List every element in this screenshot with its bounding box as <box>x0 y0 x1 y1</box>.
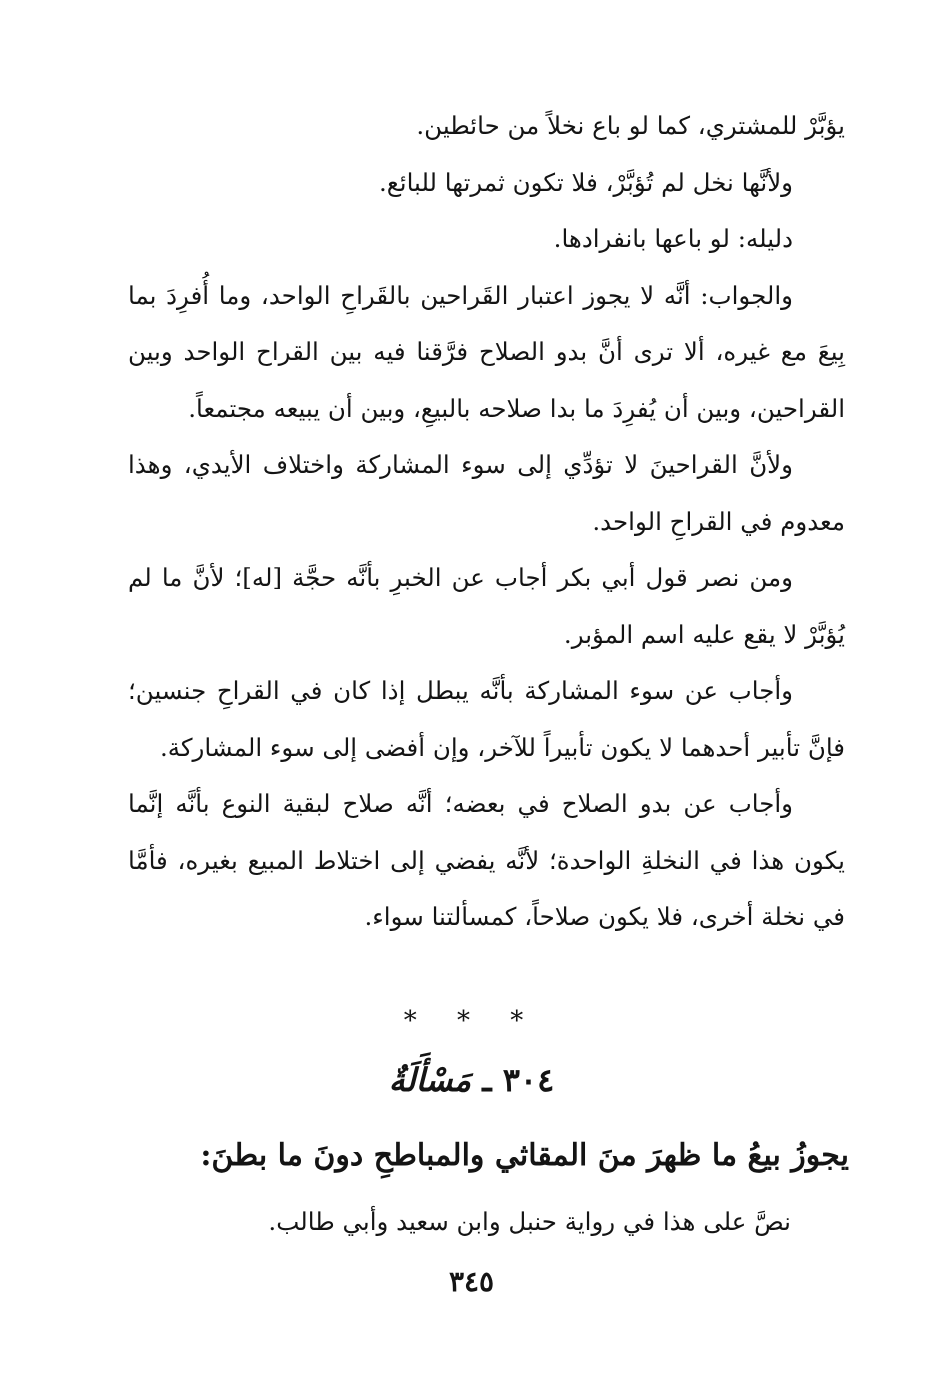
paragraph: وأجاب عن سوء المشاركة بأنَّه يبطل إذا كان في القراحِ جنسين؛ فإنَّ تأبير أحدهما لا يكون تأبيراً للآخر، وإن أفضى إلى سوء المشاركة. <box>128 676 845 762</box>
paragraph: ولأنَّها نخل لم تُؤبَّرْ، فلا تكون ثمرتها للبائع. <box>378 167 793 197</box>
issue-number: ٣٠٤ <box>502 1061 555 1099</box>
paragraph: والجواب: أنَّه لا يجوز اعتبار القَراحين بالقَراحِ الواحد، وما أُفرِدَ بما بِيعَ مع غيره، ألا ترى أنَّ بدو الصلاح فرَّقنا فيه بين القراح الواحد وبين القراحين، وبين أن يُفرِدَ ما بدا صلاحه بالبيعِ، وبين أن يبيعه مجتمعاً. <box>128 280 845 423</box>
paragraph-continuation: يؤبَّرْ للمشتري، كما لو باع نخلاً من حائطين. <box>416 111 845 140</box>
paragraph: دليله: لو باعها بانفرادها. <box>553 224 793 253</box>
page-number: ٣٤٥ <box>448 1265 495 1298</box>
body-text <box>128 98 845 946</box>
issue-heading <box>0 1052 943 1108</box>
paragraph: وأجاب عن بدو الصلاح في بعضه؛ أنَّه صلاح لبقية النوع بأنَّه إنَّما يكون هذا في النخلةِ الواحدة؛ لأنَّه يفضي إلى اختلاط المبيع بغيره، فأمَّا في نخلة أخرى، فلا يكون صلاحاً، كمسألتنا سواء. <box>128 789 845 931</box>
issue-label: مَسْأَلَةٌ <box>388 1061 472 1099</box>
paragraph: ولأنَّ القراحينَ لا تؤدِّي إلى سوء المشاركة واختلاف الأيدي، وهذا معدوم في القراحِ الواحد. <box>128 450 845 536</box>
ruling-title: يجوزُ بيعُ ما ظهرَ منَ المقاثي والمباطحِ دونَ ما بطنَ: <box>200 1138 849 1173</box>
ruling-note: نصَّ على هذا في رواية حنبل وابن سعيد وأبي طالب. <box>268 1207 791 1236</box>
section-divider-ornament: * * * <box>403 1006 540 1036</box>
paragraph: ومن نصر قول أبي بكر أجاب عن الخبرِ بأنَّه حجَّة [له]؛ لأنَّ ما لم يُؤبَّرْ لا يقع عليه اسم المؤبر. <box>128 563 845 649</box>
issue-separator: ـ <box>482 1061 492 1099</box>
